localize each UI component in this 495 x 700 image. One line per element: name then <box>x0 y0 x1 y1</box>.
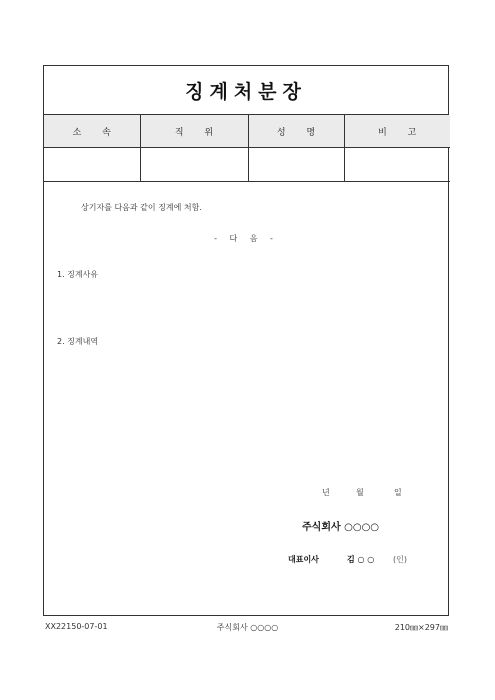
daum-heading: - 다 음 - <box>214 234 278 243</box>
footer-code: XX22150-07-01 <box>45 622 108 631</box>
info-table <box>44 115 450 182</box>
footer-company: 주식회사 ○○○○ <box>216 623 279 632</box>
date-day-label: 일 <box>394 488 402 497</box>
cell-name[interactable] <box>248 148 344 182</box>
footer-size: 210㎜×297㎜ <box>394 623 448 632</box>
document-title: 징계처분장 <box>185 80 307 103</box>
item-reason: 1. 징계사유 <box>57 270 99 279</box>
company-name: 주식회사 ○○○○ <box>302 522 380 533</box>
header-position: 직 위 <box>140 115 248 148</box>
seal-mark: (인) <box>393 555 407 564</box>
representative-row <box>288 554 407 565</box>
date-year-label: 년 <box>322 488 330 497</box>
title-row <box>44 66 448 115</box>
cell-remarks[interactable] <box>344 148 450 182</box>
cell-position[interactable] <box>140 148 248 182</box>
item-details: 2. 징계내역 <box>57 337 99 346</box>
header-remarks: 비 고 <box>344 115 450 148</box>
disciplinary-form <box>43 65 449 616</box>
content-area <box>44 182 448 615</box>
date-line <box>322 487 402 498</box>
table-header-row <box>44 115 450 148</box>
cell-affiliation[interactable] <box>44 148 140 182</box>
date-month-label: 월 <box>356 488 364 497</box>
representative-name: 김 ○ ○ <box>347 555 375 564</box>
footer <box>0 622 495 634</box>
header-affiliation: 소 속 <box>44 115 140 148</box>
intro-text: 상기자를 다음과 같이 징계에 처함. <box>81 203 202 212</box>
representative-label: 대표이사 <box>288 555 319 564</box>
table-row <box>44 148 450 182</box>
header-name: 성 명 <box>248 115 344 148</box>
